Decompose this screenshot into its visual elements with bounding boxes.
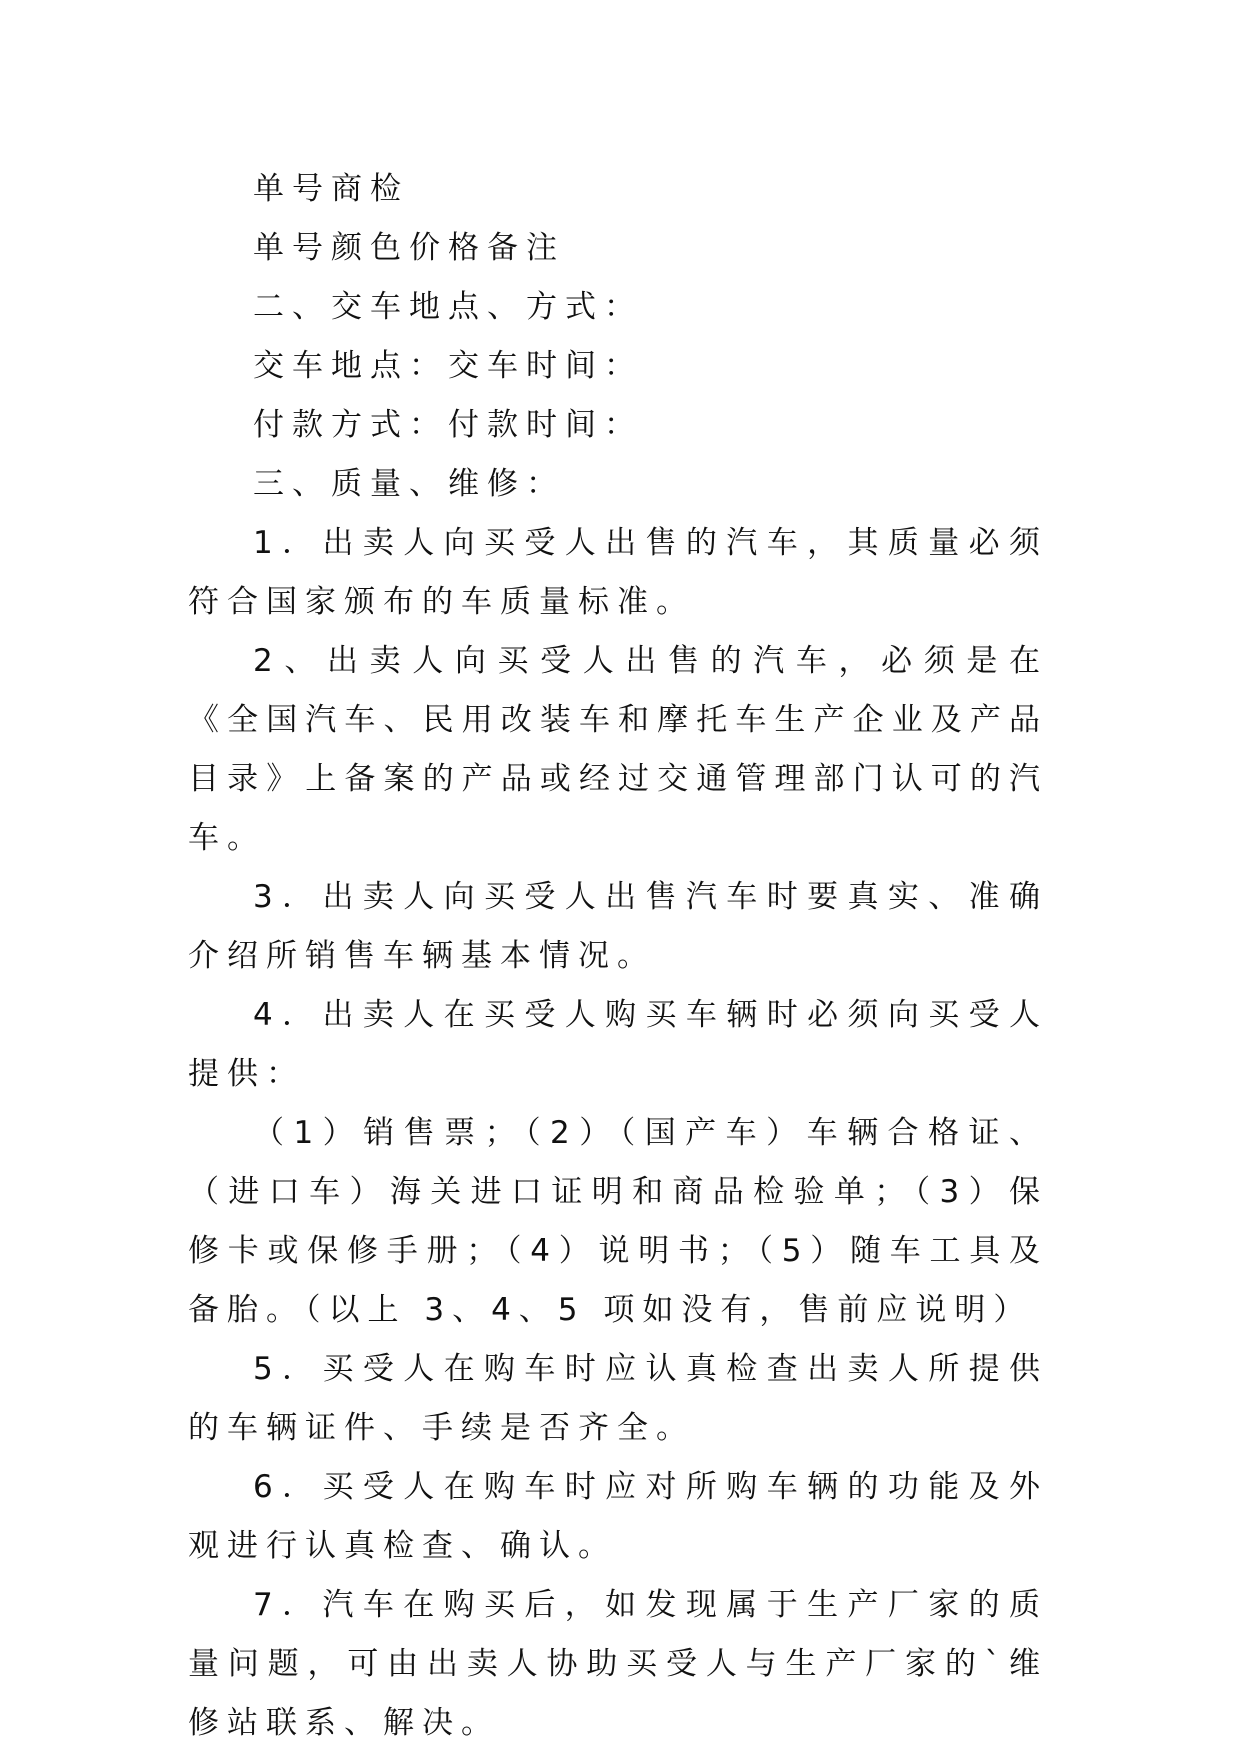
section-heading: 二、交车地点、方式： [253, 289, 643, 325]
clause: 5．买受人在购车时应认真检查出卖人所提供的车辆证件、手续是否齐全。 [188, 1351, 1048, 1446]
paragraph: 交车地点：交车时间： [253, 348, 643, 384]
paragraph: 单号商检 [253, 171, 409, 207]
document-body [188, 160, 1048, 1753]
clause: 6．买受人在购车时应对所购车辆的功能及外观进行认真检查、确认。 [188, 1469, 1048, 1564]
clause: 1．出卖人向买受人出售的汽车，其质量必须符合国家颁布的车质量标准。 [188, 525, 1048, 620]
section-heading: 三、质量、维修： [253, 466, 565, 502]
paragraph: 单号颜色价格备注 [253, 230, 565, 266]
clause: 2、出卖人向买受人出售的汽车，必须是在《全国汽车、民用改装车和摩托车生产企业及产品目录》上备案的产品或经过交通管理部门认可的汽车。 [188, 643, 1048, 856]
clause-list: （1）销售票；（2）（国产车）车辆合格证、（进口车）海关进口证明和商品检验单；（3）保修卡或保修手册；（4）说明书；（5）随车工具及备胎。（以上 3、4、5 项如没有，售前应说明） [188, 1115, 1048, 1328]
clause: 7．汽车在购买后，如发现属于生产厂家的质量问题，可由出卖人协助买受人与生产厂家的`维修站联系、解决。 [188, 1587, 1048, 1741]
clause: 4．出卖人在买受人购买车辆时必须向买受人提供： [188, 997, 1048, 1092]
paragraph: 付款方式：付款时间： [253, 407, 643, 443]
clause: 3．出卖人向买受人出售汽车时要真实、准确介绍所销售车辆基本情况。 [188, 879, 1048, 974]
